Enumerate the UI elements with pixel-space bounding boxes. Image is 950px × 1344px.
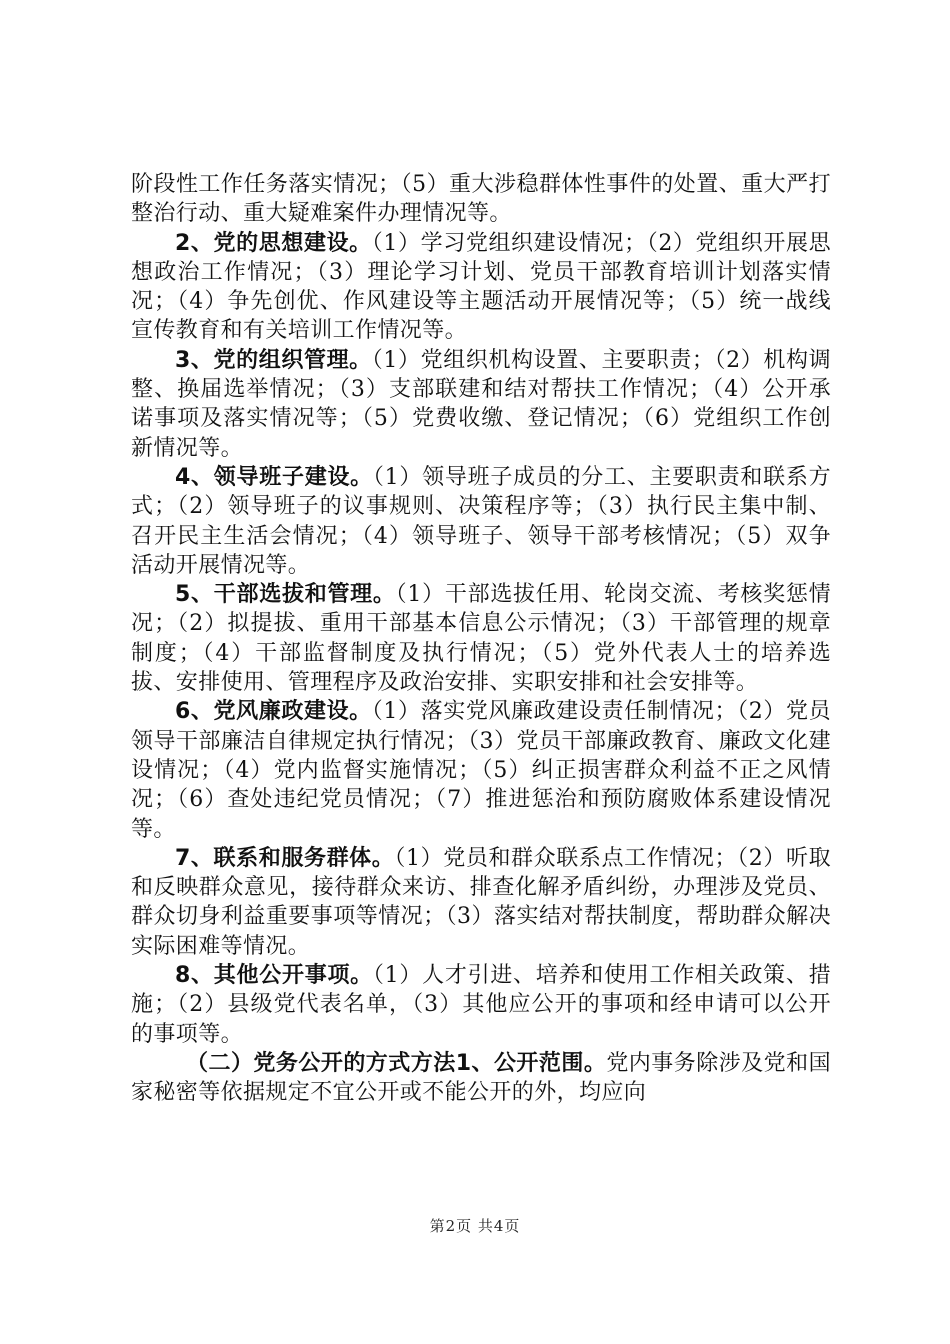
paragraph-leadership-building [131,463,831,580]
paragraph-continuation [131,170,831,229]
paragraph-heading: 4、领导班子建设。 [175,464,373,490]
section-text: 党内事务除涉及党和国家秘密等依据规定不宜公开或不能公开的外，均应向 [131,1050,831,1106]
paragraph-text: （1）领导班子成员的分工、主要职责和联系方式；（2）领导班子的议事规则、决策程序等；（3）执行民主集中制、召开民主生活会情况；（4）领导班子、领导干部考核情况；（5）双争活动开展情况等。 [131,464,831,578]
paragraph-heading: 6、党风廉政建设。 [175,699,372,725]
paragraph-heading: 7、联系和服务群体。 [175,845,395,871]
section-heading: （二）党务公开的方式方法 [186,1050,456,1076]
paragraph-text: （1）党组织机构设置、主要职责；（2）机构调整、换届选举情况；（3）支部联建和结对帮扶工作情况；（4）公开承诺事项及落实情况等；（5）党费收缴、登记情况；（6）党组织工作创新情况等。 [131,347,831,461]
page-footer: 第2页 共4页 [429,1217,521,1235]
paragraph-cadre-selection [131,580,831,697]
document-body [131,170,831,1108]
paragraph-text: （1）学习党组织建设情况；（2）党组织开展思想政治工作情况；（3）理论学习计划、党员干部教育培训计划落实情况；（4）争先创优、作风建设等主题活动开展情况等；（5）统一战线宣传教育和有关培训工作情况等。 [131,230,831,344]
paragraph-ideological-building [131,229,831,346]
paragraph-text: （1）落实党风廉政建设责任制情况；（2）党员领导干部廉洁自律规定执行情况；（3）党员干部廉政教育、廉政文化建设情况；（4）党内监督实施情况；（5）纠正损害群众利益不正之风情况；（6）查处违纪党员情况；（7）推进惩治和预防腐败体系建设情况等。 [131,699,831,842]
paragraph-serve-masses [131,844,831,961]
paragraph-text: （1）人才引进、培养和使用工作相关政策、措施；（2）县级党代表名单，（3）其他应公开的事项和经申请可以公开的事项等。 [131,963,831,1047]
paragraph-section-methods [131,1049,831,1108]
paragraph-other-matters [131,961,831,1049]
paragraph-text: （1）党员和群众联系点工作情况；（2）听取和反映群众意见，接待群众来访、排查化解矛盾纠纷，办理涉及党员、群众切身利益重要事项等情况；（3）落实结对帮扶制度，帮助群众解决实际困难等情况。 [131,845,831,959]
paragraph-heading: 3、党的组织管理。 [175,347,372,373]
paragraph-heading: 5、干部选拔和管理。 [175,582,396,608]
section-subheading: 1、公开范围。 [455,1050,607,1076]
paragraph-heading: 8、其他公开事项。 [175,963,373,989]
paragraph-text: （1）干部选拔任用、轮岗交流、考核奖惩情况；（2）拟提拔、重用干部基本信息公示情况；（3）干部管理的规章制度；（4）干部监督制度及执行情况；（5）党外代表人士的培养选拔、安排使用、管理程序及政治安排、实职安排和社会安排等。 [131,582,832,696]
paragraph-organization-management [131,346,831,463]
paragraph-integrity-building [131,697,831,843]
paragraph-text: 阶段性工作任务落实情况；（5）重大涉稳群体性事件的处置、重大严打整治行动、重大疑难案件办理情况等。 [131,172,831,227]
paragraph-heading: 2、党的思想建设。 [175,230,372,256]
